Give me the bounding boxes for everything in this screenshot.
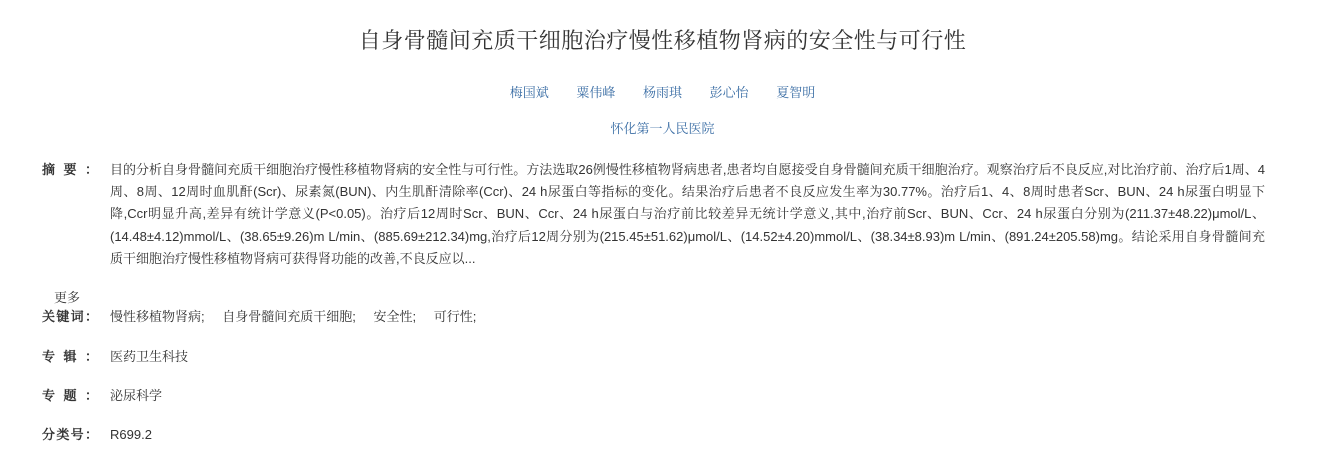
author-link[interactable]: 夏智明 bbox=[776, 84, 816, 100]
collection-row bbox=[42, 346, 1265, 368]
keywords-label: 关键词： bbox=[42, 309, 98, 325]
author-link[interactable]: 粟伟峰 bbox=[576, 84, 616, 100]
keyword-item[interactable]: 可行性; bbox=[433, 309, 477, 325]
abstract-label: 摘要： bbox=[42, 161, 98, 177]
author-link[interactable]: 杨雨琪 bbox=[642, 84, 682, 100]
topic-value[interactable]: 泌尿科学 bbox=[110, 388, 163, 404]
collection-value[interactable]: 医药卫生科技 bbox=[110, 348, 189, 364]
topic-row bbox=[42, 385, 1265, 407]
keywords-row bbox=[42, 306, 1265, 328]
page-title: 自身骨髓间充质干细胞治疗慢性移植物肾病的安全性与可行性 bbox=[358, 28, 967, 53]
keywords-value bbox=[98, 306, 1265, 328]
classification-row bbox=[42, 424, 1265, 446]
classification-label: 分类号： bbox=[42, 427, 98, 443]
collection-label: 专辑： bbox=[42, 348, 98, 364]
author-link[interactable]: 彭心怡 bbox=[709, 84, 749, 100]
topic-label: 专题： bbox=[42, 388, 98, 404]
keyword-item[interactable]: 自身骨髓间充质干细胞; bbox=[222, 309, 356, 325]
keyword-item[interactable]: 慢性移植物肾病; bbox=[110, 309, 205, 325]
author-link[interactable]: 梅国斌 bbox=[509, 84, 549, 100]
affiliation-link[interactable]: 怀化第一人民医院 bbox=[610, 120, 715, 136]
author-list bbox=[0, 83, 1325, 104]
classification-value[interactable]: R699.2 bbox=[110, 427, 152, 443]
show-more-link[interactable]: 更多 bbox=[54, 290, 81, 306]
metadata-block bbox=[0, 159, 1325, 447]
abstract-body: 目的分析自身骨髓间充质干细胞治疗慢性移植物肾病的安全性与可行性。方法选取26例慢性移植物肾病患者,患者均自愿接受自身骨髓间充质干细胞治疗。观察治疗后不良反应,对比治疗前、治疗后1周、4周、8周、12周时血肌酐(Scr)、尿素氮(BUN)、内生肌酐清除率(Ccr)、24 h尿蛋白等指标的变化。结果治疗后患者不良反应发生率为30.77%。治疗后1、4、8周时患者Scr、BUN、24 h尿蛋白明显下降,Ccr明显升高,差异有统计学意义(P<0.05)。治疗后12周时Scr、BUN、Ccr、24 h尿蛋白与治疗前比较差异无统计学意义,其中,治疗前Scr、BUN、Ccr、24 h尿蛋白分别为(211.37±48.22)μmol/L、(14.48±4.12)mmol/L、(38.65±9.26)m L/min、(885.69±212.34)mg,治疗后12周分别为(215.45±51.62)μmol/L、(14.52±4.20)mmol/L、(38.34±8.93)m L/min、(891.24±205.58)mg。结论采用自身骨髓间充质干细胞治疗慢性移植物肾病可获得肾功能的改善,不良反应以... bbox=[110, 161, 1265, 267]
abstract-row bbox=[42, 159, 1265, 271]
keyword-item[interactable]: 安全性; bbox=[373, 309, 417, 325]
abstract-text bbox=[98, 159, 1265, 271]
keyword-list bbox=[110, 309, 490, 324]
